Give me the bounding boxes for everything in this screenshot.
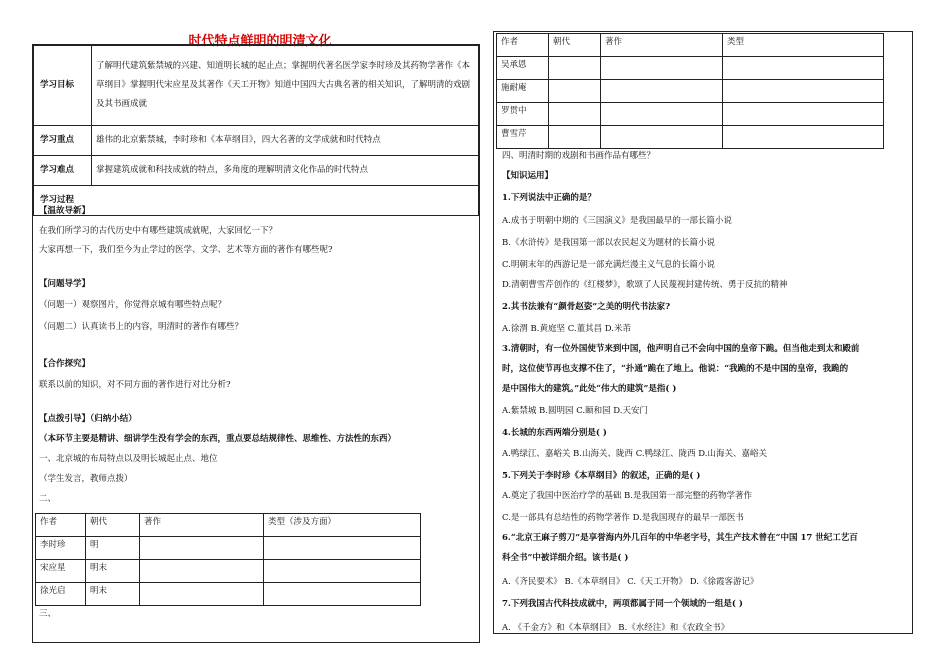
table-cell: 施耐庵	[497, 80, 549, 103]
table-cell	[601, 103, 723, 126]
cooperate-line: 联系以前的知识，对不同方面的著作进行对比分析?	[39, 380, 231, 390]
practice-line: A.紫禁城 B.圆明园 C.颐和园 D.天安门	[502, 406, 649, 416]
objective-label: 学习目标	[34, 46, 92, 126]
objective-row-goals	[34, 46, 479, 126]
guide-line: （学生发言，教师点拨）	[39, 474, 133, 484]
table-cell: 明	[86, 537, 140, 560]
practice-line: A.徐渭 B.黄庭坚 C.董其昌 D.米芾	[502, 324, 632, 334]
question-four: 四、明清时期的戏剧和书画作品有哪些？	[502, 151, 656, 161]
objective-row-key	[34, 126, 479, 156]
practice-line: 7.下列我国古代科技成就中，两项都属于同一个领域的一组是( )	[502, 599, 743, 609]
table-header-row	[497, 34, 884, 57]
practice-line: A. 《千金方》和《本草纲目》 B.《水经注》和《农政全书》	[502, 623, 730, 633]
questions-heading: 【问题导学】	[39, 279, 91, 289]
guide-note: （本环节主要是精讲、细讲学生没有学会的东西，重点要总结规律性、思维性、方法性的东西）	[39, 434, 397, 444]
practice-line: 是中国伟大的建筑。”此处“伟大的建筑”是指( )	[502, 384, 677, 394]
table-cell	[723, 80, 884, 103]
cooperate-heading: 【合作探究】	[39, 359, 91, 369]
objective-label: 学习过程	[34, 186, 92, 216]
practice-line: 6.“北京王麻子剪刀”是享誉海内外几百年的中华老字号，其生产技术曾在“中国 17 世纪工艺百	[502, 533, 858, 543]
table-cell: 曹雪芹	[497, 126, 549, 149]
review-heading: 【温故导新】	[39, 206, 91, 216]
table-header: 朝代	[549, 34, 601, 57]
practice-line: A.鸭绿江、嘉峪关 B.山海关、陇西 C.鸭绿江、陇西 D.山海关、嘉峪关	[502, 449, 768, 459]
table-header: 类型	[723, 34, 884, 57]
objective-text: 雄伟的北京紫禁城，李时珍和《本草纲目》，四大名著的文学成就和时代特点	[92, 126, 479, 156]
page-title: 时代特点鲜明的明清文化	[188, 34, 332, 49]
practice-line: 3.清朝时，有一位外国使节来到中国，他声明自己不会向中国的皇帝下跪。但当他走到太和殿前	[502, 344, 860, 354]
review-line: 大家再想一下，我们至今为止学过的医学、文学、艺术等方面的著作有哪些呢?	[39, 245, 333, 255]
question-line: （问题二）认真读书上的内容，明清时的著作有哪些？	[39, 322, 244, 332]
guide-line: 二、	[39, 494, 57, 504]
objective-row-process	[34, 186, 479, 216]
table-row	[497, 80, 884, 103]
practice-line: 2.其书法兼有“颜骨赵姿”之美的明代书法家?	[502, 302, 671, 312]
practice-line: A.奠定了我国中医治疗学的基础 B.是我国第一部完整的药物学著作	[502, 491, 752, 501]
objective-text: 了解明代建筑紫禁城的兴建、知道明长城的起止点；掌握明代著名医学家李时珍及其药物学著作《本草纲目》掌握明代宋应星及其著作《天工开物》知道中国四大古典名著的相关知识，了解明清的戏剧及其书画成就	[92, 46, 479, 126]
practice-line: A.《齐民要术》 B.《本草纲目》 C.《天工开物》 D.《徐霞客游记》	[502, 577, 759, 587]
table-cell	[723, 57, 884, 80]
practice-line: 4.长城的东西两端分别是( )	[502, 428, 607, 438]
table-cell	[549, 126, 601, 149]
practice-line: 1.下列说法中正确的是？	[502, 193, 596, 203]
practice-heading: 【知识运用】	[502, 171, 554, 181]
practice-line: A.成书于明朝中期的《三国演义》是我国最早的一部长篇小说	[502, 216, 732, 226]
question-line: （问题一）观察图片，你觉得京城有哪些特点呢？	[39, 300, 227, 310]
table-cell	[723, 126, 884, 149]
table-row	[497, 57, 884, 80]
table-header: 类型（涉及方面）	[264, 514, 421, 537]
review-line: 在我们所学习的古代历史中有哪些建筑成就呢，大家回忆一下？	[39, 226, 278, 236]
section-three: 三、	[39, 609, 57, 619]
table-cell	[549, 57, 601, 80]
table-header-row	[36, 514, 421, 537]
table-cell	[601, 126, 723, 149]
objective-text: 掌握建筑成就和科技成就的特点，多角度的理解明清文化作品的时代特点	[92, 156, 479, 186]
table-cell	[264, 537, 421, 560]
objective-label: 学习重点	[34, 126, 92, 156]
table-cell	[140, 583, 264, 606]
objective-row-difficult	[34, 156, 479, 186]
practice-line: 科全书”中被详细介绍。该书是( )	[502, 553, 629, 563]
table-header: 著作	[601, 34, 723, 57]
table-header: 著作	[140, 514, 264, 537]
table-row	[497, 103, 884, 126]
authors-table-literature	[496, 33, 884, 149]
table-cell	[549, 103, 601, 126]
guide-line: 一、北京城的布局特点以及明长城起止点、地位	[39, 454, 218, 464]
guide-heading: 【点拨引导】（归纳小结）	[39, 414, 137, 424]
authors-table-science	[35, 513, 421, 606]
table-cell: 宋应星	[36, 560, 86, 583]
left-worksheet	[32, 44, 480, 643]
table-row	[36, 537, 421, 560]
practice-line: 5.下列关于李时珍《本草纲目》的叙述，正确的是( )	[502, 471, 701, 481]
table-header: 作者	[36, 514, 86, 537]
practice-line: C.明朝末年的西游记是一部充满烂漫主义气息的长篇小说	[502, 260, 715, 270]
table-cell	[601, 80, 723, 103]
practice-line: C.是一部具有总结性的药物学著作 D.是我国现存的最早一部医书	[502, 513, 744, 523]
table-cell	[549, 80, 601, 103]
table-row	[497, 126, 884, 149]
practice-line: 时，这位使节再也支撑不住了，“扑通”跪在了地上。他说：“我跪的不是中国的皇帝，我跪的	[502, 364, 849, 374]
table-cell: 罗贯中	[497, 103, 549, 126]
table-row	[36, 560, 421, 583]
table-cell	[723, 103, 884, 126]
table-cell	[264, 583, 421, 606]
table-cell: 明末	[86, 583, 140, 606]
table-header: 作者	[497, 34, 549, 57]
table-cell: 徐光启	[36, 583, 86, 606]
practice-line: B.《水浒传》是我国第一部以农民起义为题材的长篇小说	[502, 238, 715, 248]
table-cell	[140, 560, 264, 583]
table-cell	[140, 537, 264, 560]
table-header: 朝代	[86, 514, 140, 537]
table-cell	[264, 560, 421, 583]
objective-label: 学习难点	[34, 156, 92, 186]
table-cell: 明末	[86, 560, 140, 583]
objective-text	[92, 186, 479, 216]
table-row	[36, 583, 421, 606]
right-worksheet	[493, 31, 913, 634]
practice-line: D.清朝曹雪芹创作的《红楼梦》，歌颂了人民蔑视封建传统、勇于反抗的精神	[502, 280, 788, 290]
objectives-table	[33, 45, 479, 216]
table-cell: 李时珍	[36, 537, 86, 560]
table-cell	[601, 57, 723, 80]
table-cell: 吴承恩	[497, 57, 549, 80]
